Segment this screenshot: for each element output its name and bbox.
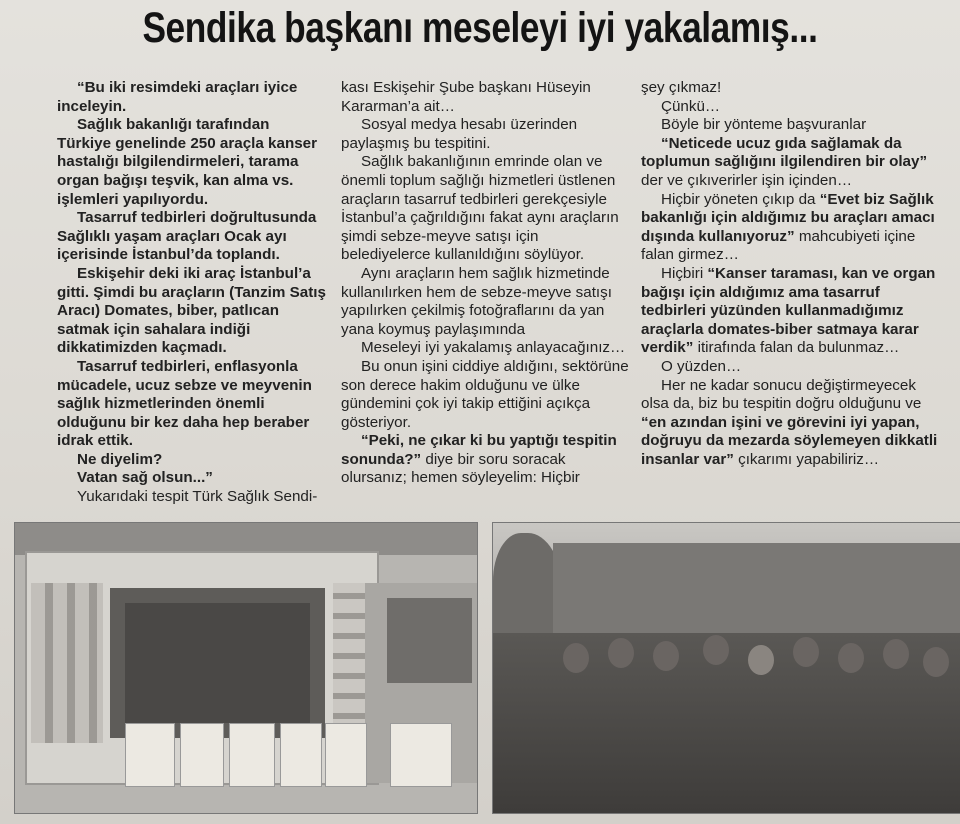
paragraph — [341, 432, 631, 488]
truck-cab-glass — [387, 598, 472, 683]
poster-faces-left — [31, 583, 103, 743]
column-1 — [57, 79, 327, 507]
person — [838, 643, 864, 673]
paragraph-text: Hiçbir yöneten çıkıp da — [661, 190, 820, 208]
paragraph — [341, 153, 631, 265]
paragraph — [341, 339, 631, 358]
paragraph-tail: itirafında falan da bulunmaz… — [693, 339, 900, 357]
truck-window-inner — [125, 603, 310, 723]
paragraph-text: kası Eskişehir Şube başkanı Hüseyin Kararman’a ait… — [341, 79, 591, 115]
paragraph — [57, 358, 327, 451]
paragraph-text: Yukarıdaki tespit Türk Sağlık Sendi- — [77, 488, 318, 506]
paragraph-text: Her ne kadar sonucu değiştirmeyecek olsa da, biz bu tespitin doğru olduğunu ve — [641, 376, 922, 413]
paragraph-text: Ne diyelim? — [77, 450, 163, 468]
paragraph — [57, 488, 327, 507]
paragraph — [641, 265, 941, 358]
paragraph — [57, 451, 327, 470]
paragraph-text: Sağlık bakanlığının emrinde olan ve önemli toplum sağlığı hizmetleri üstlenen araçların tasarruf tedbirleri gerekçesiyle İstanbul’a çağrıldığını fakat aynı araçların şimdi sebze-meyve satışı için belediyelerce kullanıldığını söylüyor. — [341, 153, 619, 264]
paragraph-text: O yüzden… — [661, 357, 742, 375]
health-vehicle-photo — [14, 522, 478, 814]
paragraph — [341, 358, 631, 432]
paragraph-text: Bu onun işini ciddiye aldığını, sektörüne son derece hakim olduğunu ve ülke gündemini çok iyi takip ettiğini açıkça gösteriyor. — [341, 357, 629, 431]
headline: Sendika başkanı meseleyi iyi yakalamış... — [142, 4, 818, 52]
paragraph-tail: mahcubiyeti içine falan girmez… — [641, 227, 916, 264]
paragraph — [341, 79, 631, 116]
paragraph-tail: diye bir soru soracak olursanız; hemen söyleyelim: Hiçbir — [341, 450, 580, 487]
paragraph-text: Böyle bir yönteme başvuranlar — [661, 116, 867, 134]
paragraph — [641, 358, 941, 377]
paragraph — [641, 377, 941, 470]
person — [923, 647, 949, 677]
paragraph-text: Vatan sağ olsun...” — [77, 469, 213, 487]
person — [703, 635, 729, 665]
poster-row — [125, 723, 465, 793]
person — [563, 643, 589, 673]
stall-canopy — [553, 543, 960, 633]
paragraph — [641, 98, 941, 117]
paragraph — [641, 191, 941, 265]
paragraph — [641, 135, 941, 191]
paragraph — [57, 209, 327, 265]
person — [608, 638, 634, 668]
paragraph-quote: “Evet biz Sağlık bakanlığı için aldığımız bu araçları amacı dışında kullanıyoruz” — [641, 190, 935, 245]
person — [653, 641, 679, 671]
paragraph-text: Eskişehir deki iki araç İstanbul’a gitti. Şimdi bu araçların (Tanzim Satış Aracı) Domates, biber, patlıcan satmak için sahalara indiği dikkatimizden kaçmadı. — [57, 264, 326, 357]
paragraph — [57, 265, 327, 358]
paragraph — [57, 79, 327, 116]
person — [793, 637, 819, 667]
paragraph-quote: “Kanser taraması, kan ve organ bağışı için aldığımız ama tasarruf tedbirleri yüzünden kullanmadığımız araçlarla domates-biber satmaya karar verdik” — [641, 264, 936, 357]
person — [883, 639, 909, 669]
paragraph — [641, 79, 941, 98]
vegetable-sale-crowd-photo — [492, 522, 960, 814]
paragraph-text: “Neticede ucuz gıda sağlamak da toplumun sağlığını ilgilendiren bir olay” — [641, 134, 928, 171]
paragraph-quote: “en azından işini ve görevini iyi yapan, doğruyu da mezarda söylemeyen dikkatli insanlar var” — [641, 413, 938, 468]
column-3 — [641, 79, 941, 469]
paragraph-text: Sosyal medya hesabı üzerinden paylaşmış bu tespitini. — [341, 116, 578, 152]
paragraph-text: Meseleyi iyi yakalamış anlayacağınız… — [361, 339, 626, 357]
paragraph-tail: çıkarımı yapabiliriz… — [733, 450, 880, 468]
column-2 — [341, 79, 631, 488]
person — [748, 645, 774, 675]
paragraph-text: “Peki, ne çıkar ki bu yaptığı tespitin sonunda?” — [341, 432, 617, 468]
paragraph-tail: der ve çıkıverirler işin içinden… — [641, 171, 853, 189]
paragraph — [57, 469, 327, 488]
paragraph — [341, 116, 631, 153]
paragraph-text: şey çıkmaz! — [641, 79, 722, 96]
paragraph-text: Sağlık bakanlığı tarafından Türkiye genelinde 250 araçla kanser hastalığı bilgilendirmeleri, tarama organ bağışı teşvik, kan alma vs. işlemleri yapılıyordu. — [57, 116, 318, 208]
paragraph-text: Tasarruf tedbirleri doğrultusunda Sağlıklı yaşam araçları Ocak ayı içerisinde İstanbul’da toplandı. — [57, 209, 317, 264]
paragraph-text: Çünkü… — [661, 97, 721, 115]
paragraph-text: Aynı araçların hem sağlık hizmetinde kullanılırken hem de sebze-meyve satışı yapılırken çekilmiş fotoğraflarını da yan yana koymuş paylaşımında — [341, 264, 612, 338]
paragraph — [57, 116, 327, 209]
paragraph — [641, 116, 941, 135]
paragraph-text: Hiçbiri — [661, 264, 708, 282]
paragraph — [341, 265, 631, 339]
paragraph-text: Tasarruf tedbirleri, enflasyonla mücadele, ucuz sebze ve meyvenin sağlık hizmetlerinden önemli olduğunu bir kez daha hep beraber idrak ettik. — [57, 357, 312, 450]
paragraph-text: “Bu iki resimdeki araçları iyice inceleyin. — [57, 79, 298, 115]
